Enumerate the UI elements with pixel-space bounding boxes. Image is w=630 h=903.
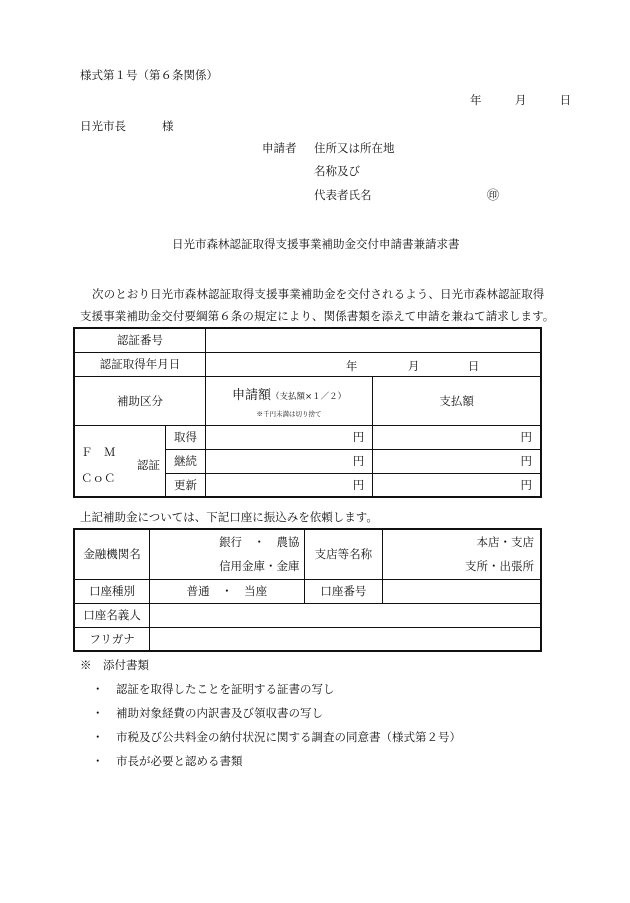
account-type-options[interactable]: 普通 ・ 当座 (150, 579, 304, 603)
apply-amount-acquire[interactable]: 円 (205, 425, 372, 449)
attachments-list (92, 677, 461, 773)
addressee-name: 日光市長 (80, 119, 126, 133)
furigana-field[interactable] (150, 627, 541, 651)
branch-name-field[interactable] (383, 529, 541, 579)
furigana-label: フリガナ (74, 627, 150, 651)
addressee-honorific: 様 (162, 119, 174, 133)
applicant-label: 申請者 (262, 141, 297, 155)
attachment-text: 補助対象経費の内訳書及び領収書の写し (116, 706, 323, 720)
paid-amount-acquire[interactable]: 円 (373, 425, 541, 449)
paid-amount-continue[interactable]: 円 (373, 449, 541, 473)
cert-date-value[interactable] (205, 352, 541, 376)
branch-type-1: 本店・支店 (476, 535, 534, 550)
row-type-continue: 継続 (166, 449, 206, 473)
intro-line-1: 次のとおり日光市森林認証取得支援事業補助金を交付されるよう、日光市森林認証取得 (92, 287, 545, 301)
account-number-field[interactable] (383, 579, 541, 603)
attachments-heading: ※ 添付書類 (80, 658, 149, 672)
seal-mark: ㊞ (487, 188, 500, 202)
cert-label: 認証 (137, 457, 160, 472)
applicant-name-label-1: 名称及び (314, 164, 360, 178)
bank-type-1: 銀行 ・ 農協 (219, 535, 300, 550)
account-holder-field[interactable] (150, 603, 541, 627)
account-number-label: 口座番号 (304, 579, 383, 603)
list-item: ・ 認証を取得したことを証明する証書の写し (92, 682, 335, 696)
apply-amount-renew[interactable]: 円 (205, 473, 372, 497)
document-title: 日光市森林認証取得支援事業補助金交付申請書兼請求書 (172, 237, 460, 251)
cert-date-month: 月 (407, 358, 420, 373)
apply-amount-note: ※千円未満は切り捨て (256, 409, 322, 418)
applicant-name-label-2: 代表者氏名 (314, 188, 372, 202)
date-month: 月 (514, 93, 527, 107)
date-year: 年 (470, 93, 482, 107)
category-label: 補助区分 (74, 376, 205, 425)
attachment-text: 市長が必要と認める書類 (116, 754, 243, 768)
apply-amount-header (205, 376, 372, 425)
bank-label: 金融機関名 (74, 529, 150, 579)
coc-label: ＣｏＣ (81, 470, 116, 485)
attachment-text: 市税及び公共料金の納付状況に関する調査の同意書（様式第２号） (116, 730, 461, 744)
row-type-acquire: 取得 (166, 425, 206, 449)
date-line (470, 92, 571, 108)
fm-label: Ｆ Ｍ (81, 444, 116, 459)
bank-name-field[interactable] (150, 529, 304, 579)
cert-number-value[interactable] (205, 328, 541, 352)
applicant-address-label: 住所又は所在地 (314, 141, 395, 155)
date-day: 日 (559, 93, 572, 107)
branch-label: 支店等名称 (304, 529, 383, 579)
bank-table (73, 528, 542, 652)
apply-amount-continue[interactable]: 円 (205, 449, 372, 473)
cert-date-year: 年 (345, 358, 358, 373)
row-type-renew: 更新 (166, 473, 206, 497)
list-item: ・ 市長が必要と認める書類 (92, 754, 243, 768)
subsidy-table (73, 327, 542, 498)
bank-type-2: 信用金庫・金庫 (219, 559, 300, 574)
cert-date-label: 認証取得年月日 (74, 352, 205, 376)
cert-number-label: 認証番号 (74, 328, 205, 352)
branch-type-2: 支所・出張所 (465, 559, 534, 574)
attachment-text: 認証を取得したことを証明する証書の写し (116, 682, 335, 696)
fm-coc-cell (74, 425, 166, 497)
apply-amount-label: 申請額 (231, 387, 271, 403)
list-item: ・ 市税及び公共料金の納付状況に関する調査の同意書（様式第２号） (92, 730, 461, 744)
cert-date-day: 日 (467, 358, 480, 373)
paid-amount-header: 支払額 (373, 376, 541, 425)
account-holder-label: 口座名義人 (74, 603, 150, 627)
list-item: ・ 補助対象経費の内訳書及び領収書の写し (92, 706, 323, 720)
form-number: 様式第１号（第６条関係） (80, 68, 218, 82)
paid-amount-renew[interactable]: 円 (373, 473, 541, 497)
intro-line-2: 支援事業補助金交付要綱第６条の規定により、関係書類を添えて申請を兼ねて請求します。 (80, 309, 555, 323)
apply-amount-formula: （支払額×１／２） (270, 391, 347, 402)
transfer-request: 上記補助金については、下記口座に振込みを依頼します。 (80, 510, 378, 524)
account-type-label: 口座種別 (74, 579, 150, 603)
